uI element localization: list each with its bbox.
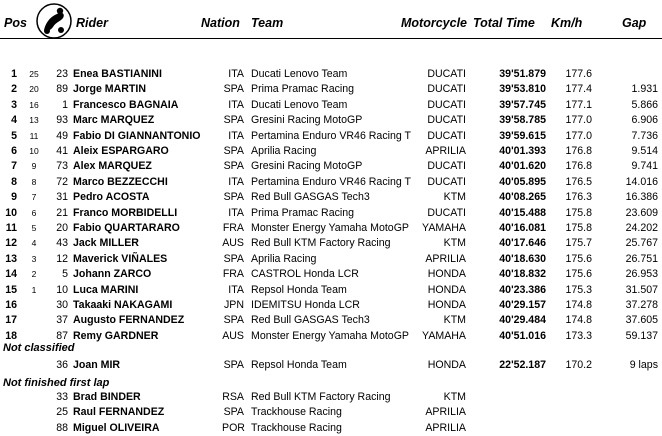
cell-nation: ITA <box>228 68 244 80</box>
results-header <box>0 0 662 40</box>
header-team: Team <box>251 16 284 30</box>
cell-nation: SPA <box>223 359 244 371</box>
cell-pos: 2 <box>11 83 17 96</box>
cell-nation: SPA <box>223 252 244 265</box>
cell-num: 37 <box>56 314 68 327</box>
cell-pts: 6 <box>31 207 37 218</box>
cell-pos: 9 <box>11 191 17 204</box>
cell-time: 39'51.879 <box>499 68 546 80</box>
cell-pts: 8 <box>31 176 37 187</box>
cell-nation: FRA <box>222 268 244 281</box>
table-row <box>0 113 662 128</box>
cell-nation: SPA <box>223 406 244 419</box>
cell-pos: 7 <box>11 160 17 173</box>
cell-rider: Fabio DI GIANNANTONIO <box>73 129 201 142</box>
cell-team: Pertamina Enduro VR46 Racing T <box>251 175 411 188</box>
cell-num: 5 <box>62 268 68 281</box>
cell-pos: 1 <box>11 68 17 80</box>
not-classified-title: Not classified <box>3 342 75 354</box>
cell-kmh: 175.8 <box>565 222 592 234</box>
cell-pts: 9 <box>31 161 37 172</box>
cell-team: Trackhouse Racing <box>251 421 342 434</box>
cell-moto: DUCATI <box>427 160 466 173</box>
cell-kmh: 177.6 <box>565 68 592 80</box>
table-row <box>0 82 662 97</box>
cell-pos: 15 <box>5 283 17 296</box>
cell-moto: HONDA <box>427 299 466 311</box>
cell-moto: HONDA <box>427 268 466 281</box>
cell-num: 12 <box>56 252 68 265</box>
cell-moto: DUCATI <box>427 68 466 80</box>
cell-pos: 18 <box>5 329 17 342</box>
cell-gap: 37.278 <box>625 299 658 311</box>
table-row <box>0 190 662 205</box>
cell-rider: Jorge MARTIN <box>73 83 146 96</box>
cell-kmh: 170.2 <box>565 359 592 371</box>
cell-kmh: 175.3 <box>565 283 592 296</box>
cell-num: 49 <box>56 129 68 142</box>
cell-team: Monster Energy Yamaha MotoGP <box>251 329 410 342</box>
cell-gap: 37.605 <box>625 314 658 327</box>
cell-time: 39'59.615 <box>499 129 546 142</box>
cell-team: Monster Energy Yamaha MotoGP <box>251 222 410 234</box>
cell-time: 40'01.620 <box>499 160 546 173</box>
cell-num: 10 <box>56 283 68 296</box>
header-rider: Rider <box>76 16 108 30</box>
table-row <box>0 206 662 221</box>
cell-kmh: 177.0 <box>565 114 592 127</box>
cell-moto: HONDA <box>427 283 466 296</box>
cell-pos: 13 <box>5 252 17 265</box>
cell-num: 73 <box>56 160 68 173</box>
cell-gap: 1.931 <box>631 83 658 96</box>
cell-num: 33 <box>56 391 68 403</box>
cell-time: 40'05.895 <box>499 175 546 188</box>
cell-kmh: 175.8 <box>565 206 592 219</box>
table-row <box>0 313 662 328</box>
cell-num: 25 <box>56 406 68 419</box>
cell-team: Repsol Honda Team <box>251 283 347 296</box>
cell-pts: 7 <box>31 192 37 203</box>
cell-pos: 10 <box>5 206 17 219</box>
cell-kmh: 174.8 <box>565 314 592 327</box>
not-finished-title: Not finished first lap <box>3 377 110 389</box>
cell-nation: JPN <box>223 299 244 311</box>
cell-nation: RSA <box>222 391 244 403</box>
cell-rider: Luca MARINI <box>73 283 139 296</box>
cell-nation: ITA <box>228 129 244 142</box>
cell-pos: 4 <box>11 114 17 127</box>
cell-moto: KTM <box>443 237 466 250</box>
table-row <box>0 329 662 344</box>
cell-gap: 6.906 <box>631 114 658 127</box>
cell-num: 20 <box>56 222 68 234</box>
cell-moto: DUCATI <box>427 129 466 142</box>
header-motorcycle: Motorcycle <box>401 16 467 30</box>
cell-nation: POR <box>222 421 245 434</box>
cell-pts: 3 <box>31 253 37 264</box>
cell-kmh: 175.6 <box>565 268 592 281</box>
cell-gap: 16.386 <box>625 191 658 204</box>
cell-rider: Miguel OLIVEIRA <box>73 421 160 434</box>
cell-num: 93 <box>56 114 68 127</box>
cell-rider: Augusto FERNANDEZ <box>73 314 185 327</box>
table-row <box>0 144 662 159</box>
cell-num: 31 <box>56 191 68 204</box>
table-row <box>0 98 662 113</box>
cell-gap: 25.767 <box>625 237 658 250</box>
cell-moto: APRILIA <box>425 252 466 265</box>
table-row <box>0 175 662 190</box>
cell-team: Repsol Honda Team <box>251 359 347 371</box>
cell-rider: Raul FERNANDEZ <box>73 406 165 419</box>
cell-rider: Jack MILLER <box>73 237 139 250</box>
cell-team: Ducati Lenovo Team <box>251 68 348 80</box>
cell-rider: Johann ZARCO <box>73 268 152 281</box>
cell-pts: 25 <box>29 69 39 79</box>
cell-rider: Marco BEZZECCHI <box>73 175 168 188</box>
table-row <box>0 283 662 298</box>
cell-pts: 2 <box>31 269 37 280</box>
cell-kmh: 177.4 <box>565 83 592 96</box>
cell-team: Red Bull KTM Factory Racing <box>251 237 391 250</box>
cell-gap: 7.736 <box>631 129 658 142</box>
cell-rider: Brad BINDER <box>73 391 141 403</box>
cell-rider: Marc MARQUEZ <box>73 114 155 127</box>
cell-gap: 9.514 <box>631 145 658 157</box>
cell-nation: SPA <box>223 314 244 327</box>
cell-nation: SPA <box>223 160 244 173</box>
cell-team: Aprilia Racing <box>251 252 317 265</box>
cell-team: Gresini Racing MotoGP <box>251 114 363 127</box>
cell-rider: Franco MORBIDELLI <box>73 206 178 219</box>
cell-kmh: 177.1 <box>565 98 592 111</box>
cell-pos: 5 <box>11 129 17 142</box>
cell-time: 40'18.630 <box>499 252 546 265</box>
cell-rider: Fabio QUARTARARO <box>73 222 180 234</box>
cell-team: Ducati Lenovo Team <box>251 98 348 111</box>
cell-time: 40'01.393 <box>499 145 546 157</box>
cell-team: Red Bull GASGAS Tech3 <box>251 314 370 327</box>
cell-time: 40'18.832 <box>499 268 546 281</box>
cell-pts: 1 <box>31 284 37 295</box>
table-row <box>0 421 662 436</box>
cell-rider: Maverick VIÑALES <box>73 252 168 265</box>
cell-time: 40'08.265 <box>499 191 546 204</box>
motorcycle-rider-icon <box>36 3 72 39</box>
cell-nation: ITA <box>228 283 244 296</box>
cell-pts: 10 <box>29 146 39 156</box>
cell-num: 36 <box>56 359 68 371</box>
cell-moto: APRILIA <box>425 145 466 157</box>
header-gap: Gap <box>622 16 647 30</box>
cell-num: 89 <box>56 83 68 96</box>
cell-moto: HONDA <box>427 359 466 371</box>
cell-team: Pertamina Enduro VR46 Racing T <box>251 129 411 142</box>
cell-time: 40'17.646 <box>499 237 546 250</box>
cell-rider: Enea BASTIANINI <box>73 68 162 80</box>
cell-pos: 17 <box>5 314 17 327</box>
cell-gap: 5.866 <box>631 98 658 111</box>
cell-nation: AUS <box>222 329 244 342</box>
cell-team: IDEMITSU Honda LCR <box>251 299 360 311</box>
cell-time: 39'53.810 <box>499 83 546 96</box>
cell-team: Trackhouse Racing <box>251 406 342 419</box>
cell-kmh: 175.6 <box>565 252 592 265</box>
cell-team: Aprilia Racing <box>251 145 317 157</box>
cell-nation: FRA <box>222 222 244 234</box>
table-row <box>0 390 662 405</box>
header-divider <box>0 38 662 39</box>
table-row <box>0 221 662 236</box>
cell-rider: Pedro ACOSTA <box>73 191 150 204</box>
cell-pos: 6 <box>11 145 17 157</box>
cell-rider: Aleix ESPARGARO <box>73 145 169 157</box>
cell-moto: KTM <box>443 391 466 403</box>
table-row <box>0 129 662 144</box>
cell-rider: Remy GARDNER <box>73 329 159 342</box>
cell-rider: Francesco BAGNAIA <box>73 98 179 111</box>
header-kmh: Km/h <box>551 16 583 30</box>
cell-pts: 4 <box>31 238 37 249</box>
cell-kmh: 176.3 <box>565 191 592 204</box>
cell-num: 88 <box>56 421 68 434</box>
cell-team: Prima Pramac Racing <box>251 83 355 96</box>
cell-time: 40'29.157 <box>499 299 546 311</box>
cell-nation: SPA <box>223 83 244 96</box>
cell-num: 1 <box>62 98 68 111</box>
cell-num: 23 <box>56 68 68 80</box>
cell-num: 43 <box>56 237 68 250</box>
cell-time: 40'15.488 <box>499 206 546 219</box>
cell-num: 41 <box>56 145 68 157</box>
cell-kmh: 173.3 <box>565 329 592 342</box>
cell-gap: 26.953 <box>625 268 658 281</box>
table-row <box>0 358 662 373</box>
cell-team: Red Bull GASGAS Tech3 <box>251 191 370 204</box>
cell-team: Gresini Racing MotoGP <box>251 160 363 173</box>
cell-pts: 16 <box>29 99 39 110</box>
table-row <box>0 267 662 282</box>
cell-num: 87 <box>56 329 68 342</box>
cell-gap: 9 laps <box>629 359 658 371</box>
cell-num: 72 <box>56 175 68 188</box>
cell-num: 30 <box>56 299 68 311</box>
cell-nation: SPA <box>223 145 244 157</box>
cell-gap: 9.741 <box>631 160 658 173</box>
cell-pts: 5 <box>31 223 37 233</box>
cell-pts: 11 <box>29 130 39 141</box>
cell-time: 40'51.016 <box>499 329 546 342</box>
cell-gap: 26.751 <box>625 252 658 265</box>
cell-gap: 23.609 <box>625 206 658 219</box>
cell-moto: YAMAHA <box>422 329 466 342</box>
cell-pos: 11 <box>5 222 17 234</box>
table-row <box>0 252 662 267</box>
cell-nation: ITA <box>228 206 244 219</box>
cell-gap: 59.137 <box>625 329 658 342</box>
table-row <box>0 236 662 251</box>
cell-team: Red Bull KTM Factory Racing <box>251 391 391 403</box>
cell-moto: KTM <box>443 314 466 327</box>
cell-moto: DUCATI <box>427 98 466 111</box>
cell-moto: DUCATI <box>427 175 466 188</box>
cell-pts: 20 <box>29 84 39 95</box>
table-row <box>0 159 662 174</box>
cell-time: 22'52.187 <box>499 359 546 371</box>
cell-pos: 16 <box>5 299 17 311</box>
cell-time: 40'29.484 <box>499 314 546 327</box>
cell-moto: APRILIA <box>425 421 466 434</box>
cell-time: 40'23.386 <box>499 283 546 296</box>
cell-kmh: 177.0 <box>565 129 592 142</box>
cell-rider: Joan MIR <box>73 359 121 371</box>
table-row <box>0 298 662 313</box>
cell-kmh: 176.8 <box>565 160 592 173</box>
cell-gap: 14.016 <box>625 175 658 188</box>
cell-num: 21 <box>56 206 68 219</box>
cell-kmh: 174.8 <box>565 299 592 311</box>
cell-pos: 8 <box>11 175 17 188</box>
cell-time: 39'57.745 <box>499 98 546 111</box>
cell-nation: AUS <box>222 237 244 250</box>
cell-kmh: 176.8 <box>565 145 592 157</box>
header-nation: Nation <box>201 16 240 30</box>
cell-time: 40'16.081 <box>499 222 546 234</box>
cell-moto: YAMAHA <box>422 222 466 234</box>
cell-pos: 3 <box>11 98 17 111</box>
cell-moto: DUCATI <box>427 83 466 96</box>
table-row <box>0 67 662 82</box>
cell-team: Prima Pramac Racing <box>251 206 355 219</box>
cell-nation: ITA <box>228 98 244 111</box>
cell-nation: ITA <box>228 175 244 188</box>
cell-time: 39'58.785 <box>499 114 546 127</box>
cell-moto: DUCATI <box>427 114 466 127</box>
cell-pos: 14 <box>5 268 17 281</box>
cell-gap: 24.202 <box>625 222 658 234</box>
cell-nation: SPA <box>223 114 244 127</box>
cell-kmh: 176.5 <box>565 175 592 188</box>
header-pos: Pos <box>4 16 27 30</box>
cell-pos: 12 <box>5 237 17 250</box>
cell-rider: Takaaki NAKAGAMI <box>73 299 173 311</box>
cell-rider: Alex MARQUEZ <box>73 160 152 173</box>
cell-team: CASTROL Honda LCR <box>251 268 359 281</box>
cell-nation: SPA <box>223 191 244 204</box>
cell-moto: DUCATI <box>427 206 466 219</box>
cell-pts: 13 <box>29 115 39 126</box>
table-row <box>0 405 662 420</box>
cell-moto: APRILIA <box>425 406 466 419</box>
cell-kmh: 175.7 <box>565 237 592 250</box>
header-total-time: Total Time <box>473 16 535 30</box>
cell-moto: KTM <box>443 191 466 204</box>
cell-gap: 31.507 <box>625 283 658 296</box>
